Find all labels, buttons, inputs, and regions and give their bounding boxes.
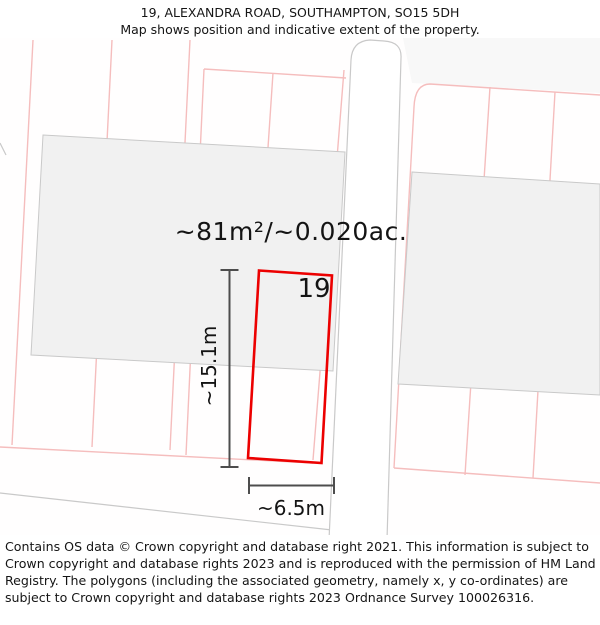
width-dimension-label: ~6.5m — [256, 496, 326, 520]
building-block-west — [31, 135, 345, 371]
building-edge-fragment — [0, 143, 6, 155]
parcel-bottom-boundary-east — [394, 468, 600, 483]
map-subtitle: Map shows position and indicative extent of the property. — [120, 22, 480, 37]
parcel-boundary-west-1 — [12, 40, 33, 445]
width-dimension-line — [249, 477, 334, 494]
attribution-text: Contains OS data © Crown copyright and database right 2021. This information is subject to Crown copyright and database rights 2023 and is reproduced with the permission of HM Land Registry. The polygons (including the associated geometry, namely x, y co-ordinates) are subject to Crown copyright and database rights 2023 Ordnance Survey 100026316. — [5, 539, 596, 605]
plot-number-label: 19 — [297, 274, 331, 304]
parcel-boundary-column-top — [204, 69, 346, 78]
height-dimension-label: ~15.1m — [197, 325, 221, 407]
building-block-east — [398, 172, 600, 395]
header — [0, 0, 600, 38]
map-canvas — [0, 38, 600, 535]
map-title: 19, ALEXANDRA ROAD, SOUTHAMPTON, SO15 5DH — [140, 5, 460, 20]
area-label: ~81m²/~0.020ac. — [174, 217, 408, 246]
parcel-bottom-boundary-west — [0, 447, 313, 463]
